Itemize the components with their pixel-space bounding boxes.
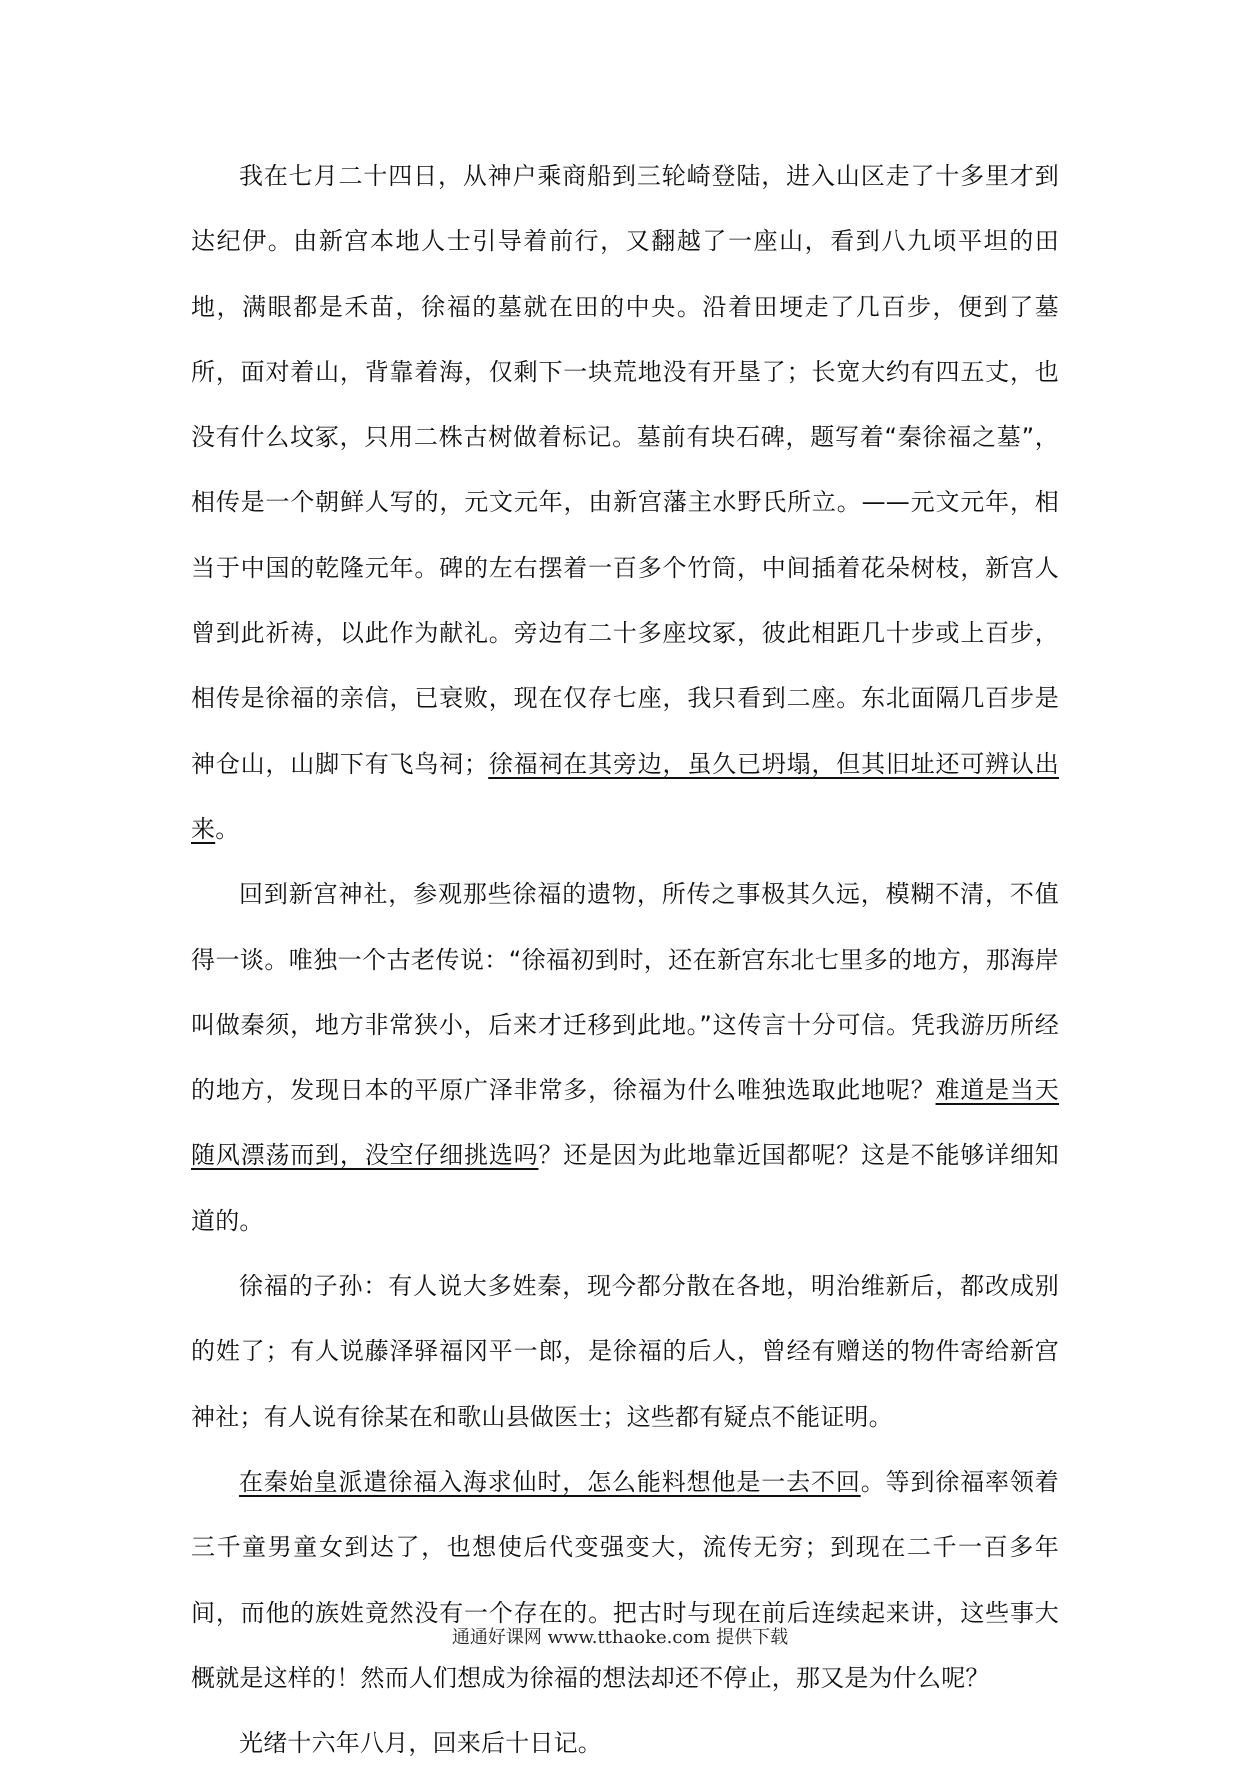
paragraph-2 — [191, 862, 1059, 1254]
footer-watermark: 通通好课网 www.tthaoke.com 提供下载 — [451, 1627, 789, 1648]
paragraph-5 — [191, 1711, 1059, 1776]
underlined-segment: 在秦始皇派遣徐福入海求仙时，怎么能料想他是一去不回 — [239, 1467, 861, 1496]
paragraph-1 — [191, 144, 1059, 862]
text-segment: 。等到徐福率领着三千童男童女到达了，也想使后代变强变大，流传无穷；到现在二千一百多年间，而他的族姓竟然没有一个存在的。把古时与现在前后连续起来讲，这些事大概就是这样的！然而人们想成为徐福的想法却还不停止，那又是为什么呢？ — [191, 1467, 1059, 1692]
text-segment: 我在七月二十四日，从神户乘商船到三轮崎登陆，进入山区走了十多里才到达纪伊。由新宫本地人士引导着前行，又翻越了一座山，看到八九顷平坦的田地，满眼都是禾苗，徐福的墓就在田的中央。沿着田埂走了几百步，便到了墓所，面对着山，背靠着海，仅剩下一块荒地没有开垦了；长宽大约有四五丈，也没有什么坟冢，只用二株古树做着标记。墓前有块石碑，题写着“秦徐福之墓”，相传是一个朝鲜人写的，元文元年，由新宫藩主水野氏所立。——元文元年，相当于中国的乾隆元年。碑的左右摆着一百多个竹筒，中间插着花朵树枝，新宫人曾到此祈祷，以此作为献礼。旁边有二十多座坟冢，彼此相距几十步或上百步，相传是徐福的亲信，已衰败，现在仅存七座，我只看到二座。东北面隔几百步是神仓山，山脚下有飞鸟祠； — [191, 162, 1059, 778]
paragraph-4 — [191, 1450, 1059, 1711]
paragraph-3 — [191, 1254, 1059, 1450]
underlined-segment: 徐福祠在其旁边，虽久已坍塌，但其旧址还可辨认出来 — [191, 749, 1059, 843]
text-segment: 。 — [215, 814, 240, 843]
text-segment: ？还是因为此地靠近国都呢？这是不能够详细知道的。 — [191, 1141, 1059, 1235]
article-body — [191, 144, 1059, 1776]
underlined-segment: 难道是当天随风漂荡而到，没空仔细挑选吗 — [191, 1076, 1060, 1170]
text-segment: 光绪十六年八月，回来后十日记。 — [239, 1729, 602, 1758]
text-segment: 回到新宫神社，参观那些徐福的遗物，所传之事极其久远，模糊不清，不值得一谈。唯独一个古老传说：“徐福初到时，还在新宫东北七里多的地方，那海岸叫做秦须，地方非常狭小，后来才迁移到此地。”这传言十分可信。凭我游历所经的地方，发现日本的平原广泽非常多，徐福为什么唯独选取此地呢？ — [191, 880, 1059, 1105]
text-segment: 徐福的子孙：有人说大多姓秦，现今都分散在各地，明治维新后，都改成别的姓了；有人说藤泽驿福冈平一郎，是徐福的后人，曾经有赠送的物件寄给新宫神社；有人说有徐某在和歌山县做医士；这些都有疑点不能证明。 — [191, 1272, 1059, 1431]
